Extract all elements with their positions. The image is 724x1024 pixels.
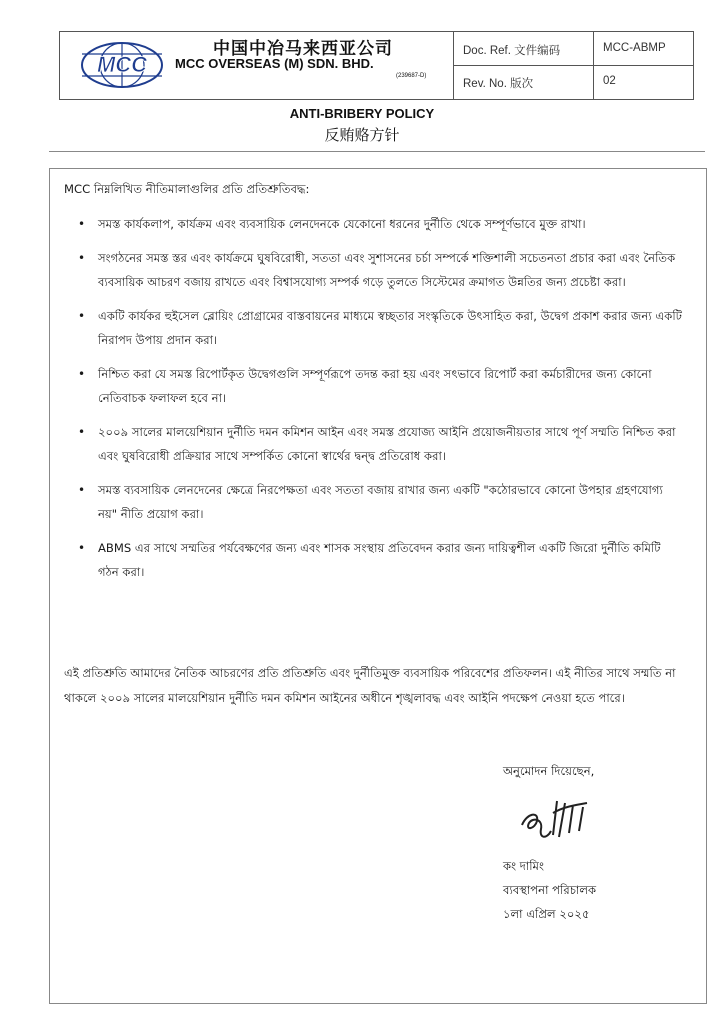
commitment-text: সমস্ত ব্যবসায়িক লেনদেনের ক্ষেত্রে নিরপেক্ষতা এবং সততা বজায় রাখার জন্য একটি "কঠোরভাবে কোনো উপহার গ্রহণযোগ্য নয়" নীতি প্রয়োগ করা।: [98, 482, 663, 521]
commitment-text: নিশ্চিত করা যে সমস্ত রিপোর্টকৃত উদ্বেগগুলি সম্পূর্ণরূপে তদন্ত করা হয় এবং সৎভাবে রিপোর্ট করা কর্মচারীদের জন্য কোনো নেতিবাচক ফলাফল হবে না।: [98, 366, 652, 405]
globe-logo-icon: [72, 40, 172, 90]
signer-block: [503, 854, 596, 926]
doc-ref-label: Doc. Ref. 文件编码: [463, 45, 561, 57]
commitment-text: সমস্ত কার্যকলাপ, কার্যক্রম এবং ব্যবসায়িক লেনদেনকে যেকোনো ধরনের দুর্নীতি থেকে সম্পূর্ণভাবে মুক্ত রাখা।: [98, 217, 586, 231]
policy-intro: MCC নিম্নলিখিত নীতিমালাগুলির প্রতি প্রতিশ্রুতিবদ্ধ:: [64, 182, 310, 196]
bullet-icon: •: [78, 540, 86, 555]
revision-value: 02: [603, 75, 616, 87]
revision-label: Rev. No. 版次: [463, 78, 534, 90]
list-item: [78, 362, 682, 411]
commitment-text: ২০০৯ সালের মালয়েশিয়ান দুর্নীতি দমন কমিশন আইন এবং সমস্ত প্রযোজ্য আইনি প্রয়োজনীয়তার সাথে পূর্ণ সম্মতি নিশ্চিত করা এবং ঘুষবিরোধী প্রক্রিয়ার সাথে সম্পর্কিত কোনো স্বার্থের দ্বন্দ্ব প্রতিরোধ করা।: [98, 424, 676, 463]
signature-icon: [517, 795, 607, 845]
bullet-icon: •: [78, 424, 86, 439]
list-item: [78, 304, 682, 353]
registration-number: (239687-D): [396, 73, 427, 79]
commitment-text: ABMS এর সাথে সম্মতির পর্যবেক্ষণের জন্য এবং শাসক সংস্থায় প্রতিবেদন করার জন্য দায়িত্বশীল একটি জিরো দুর্নীতি কমিটি গঠন করা।: [98, 540, 661, 579]
list-item: [78, 478, 682, 527]
header-row-divider: [453, 65, 693, 66]
policy-closing-statement: এই প্রতিশ্রুতি আমাদের নৈতিক আচরণের প্রতি প্রতিশ্রুতি এবং দুর্নীতিমুক্ত ব্যবসায়িক পরিবেশের প্রতিফলন। এই নীতির সাথে সম্মতি না থাকলে ২০০৯ সালের মালয়েশিয়ান দুর্নীতি দমন কমিশন আইনের অধীনে শৃঙ্খলাবদ্ধ এবং আইনি পদক্ষেপ নেওয়া হতে পারে।: [64, 666, 676, 705]
title-rule: [49, 151, 705, 152]
bullet-icon: •: [78, 366, 86, 381]
company-name-chinese: 中国中冶马来西亚公司: [213, 39, 393, 59]
commitment-text: একটি কার্যকর হুইসেল ব্লোয়িং প্রোগ্রামের বাস্তবায়নের মাধ্যমে স্বচ্ছতার সংস্কৃতিকে উৎসাহিত করা, উদ্বেগ প্রকাশ করার জন্য একটি নিরাপদ উপায় প্রদান করা।: [98, 308, 682, 347]
company-name-english: MCC OVERSEAS (M) SDN. BHD.: [175, 56, 374, 71]
list-item: [78, 212, 682, 237]
approval-date: ১লা এপ্রিল ২০২৫: [503, 907, 590, 921]
list-item: [78, 536, 682, 585]
signature: [517, 795, 607, 845]
commitment-text: সংগঠনের সমস্ত স্তর এবং কার্যক্রমে ঘুষবিরোধী, সততা এবং সুশাসনের চর্চা সম্পর্কে শক্তিশালী সচেতনতা প্রচার করা এবং নৈতিক ব্যবসায়িক আচরণ বজায় রাখতে এবং বিশ্বাসযোগ্য সম্পর্ক গড়ে তুলতে সিস্টেমের ক্রমাগত উন্নতির জন্য প্রচেষ্টা করা।: [98, 250, 676, 289]
logo-text: MCC: [96, 52, 148, 77]
list-item: [78, 420, 682, 469]
policy-title-chinese: 反贿赂方针: [324, 126, 400, 144]
bullet-icon: •: [78, 250, 86, 265]
policy-title-english: ANTI-BRIBERY POLICY: [289, 106, 435, 121]
signer-title: ব্যবস্থাপনা পরিচালক: [503, 883, 597, 897]
mcc-logo: [72, 40, 172, 90]
commitments-list: [78, 212, 682, 594]
bullet-icon: •: [78, 217, 86, 231]
list-item: [78, 246, 682, 295]
doc-ref-value: MCC-ABMP: [603, 42, 666, 54]
bullet-icon: •: [78, 482, 86, 497]
signer-name: কং দামিং: [503, 859, 544, 873]
bullet-icon: •: [78, 308, 86, 323]
approval-label: অনুমোদন দিয়েছেন,: [503, 764, 595, 778]
